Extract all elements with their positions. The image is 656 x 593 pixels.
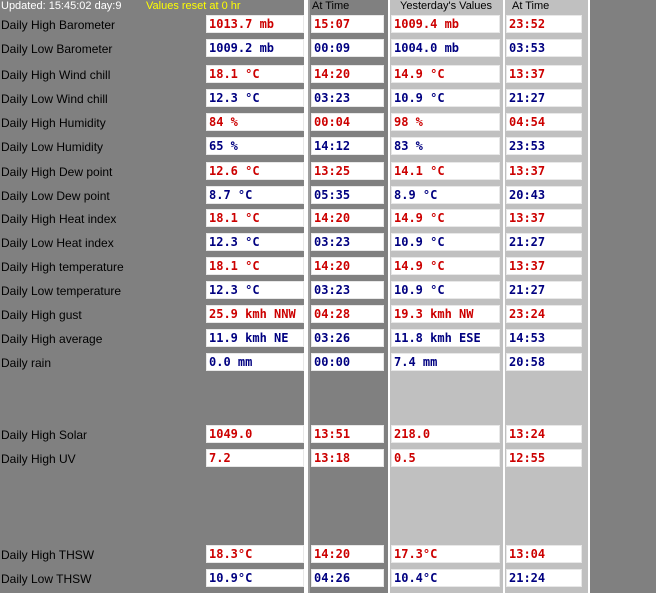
column-divider — [388, 0, 390, 593]
yesterday-time: 04:54 — [506, 113, 582, 131]
yesterday-time: 21:27 — [506, 281, 582, 299]
today-time: 03:26 — [311, 329, 384, 347]
updated-timestamp: Updated: 15:45:02 day:9 — [1, 0, 122, 12]
column-divider — [503, 0, 505, 593]
yesterday-value: 98 % — [391, 113, 500, 131]
yesterday-time: 13:37 — [506, 65, 582, 83]
today-time: 03:23 — [311, 281, 384, 299]
yesterday-value: 10.9 °C — [391, 89, 500, 107]
row-label: Daily Low Dew point — [1, 189, 110, 203]
today-time: 05:35 — [311, 186, 384, 204]
row-label: Daily High average — [1, 332, 103, 346]
today-value: 1009.2 mb — [206, 39, 304, 57]
yesterday-value: 14.9 °C — [391, 257, 500, 275]
today-value: 65 % — [206, 137, 304, 155]
row-label: Daily High Heat index — [1, 212, 117, 226]
today-value: 7.2 — [206, 449, 304, 467]
reset-note: Values reset at 0 hr — [146, 0, 241, 12]
today-value: 18.3°C — [206, 545, 304, 563]
today-value: 11.9 kmh NE — [206, 329, 304, 347]
at-time-header: At Time — [312, 0, 350, 12]
row-label: Daily High UV — [1, 452, 76, 466]
row-label: Daily Low temperature — [1, 284, 122, 298]
today-value: 10.9°C — [206, 569, 304, 587]
column-divider — [308, 0, 310, 593]
today-value: 84 % — [206, 113, 304, 131]
yesterday-value: 83 % — [391, 137, 500, 155]
yesterday-value: 10.4°C — [391, 569, 500, 587]
yesterday-value: 1004.0 mb — [391, 39, 500, 57]
row-label: Daily High gust — [1, 308, 82, 322]
row-label: Daily Low Barometer — [1, 42, 113, 56]
row-label: Daily Low Wind chill — [1, 92, 108, 106]
yesterday-value: 19.3 kmh NW — [391, 305, 500, 323]
yesterday-value: 1009.4 mb — [391, 15, 500, 33]
yesterday-time: 21:27 — [506, 89, 582, 107]
row-label: Daily Low THSW — [1, 572, 92, 586]
today-time: 04:26 — [311, 569, 384, 587]
today-value: 1049.0 — [206, 425, 304, 443]
row-label: Daily High Barometer — [1, 18, 116, 32]
yesterday-time: 13:04 — [506, 545, 582, 563]
yesterday-value: 8.9 °C — [391, 186, 500, 204]
today-time: 00:00 — [311, 353, 384, 371]
today-time: 00:04 — [311, 113, 384, 131]
today-time: 14:20 — [311, 257, 384, 275]
today-time: 03:23 — [311, 89, 384, 107]
yesterday-value: 14.9 °C — [391, 65, 500, 83]
yesterday-time: 12:55 — [506, 449, 582, 467]
today-value: 18.1 °C — [206, 209, 304, 227]
yesterday-time: 20:58 — [506, 353, 582, 371]
row-label: Daily High Humidity — [1, 116, 106, 130]
yesterday-value: 10.9 °C — [391, 233, 500, 251]
yesterday-time: 21:27 — [506, 233, 582, 251]
row-label: Daily High temperature — [1, 260, 124, 274]
row-label: Daily Low Heat index — [1, 236, 114, 250]
yesterday-at-time-header: At Time — [512, 0, 550, 12]
yesterday-values-header: Yesterday's Values — [400, 0, 492, 12]
yesterday-time: 23:52 — [506, 15, 582, 33]
today-time: 14:20 — [311, 545, 384, 563]
today-value: 1013.7 mb — [206, 15, 304, 33]
today-value: 8.7 °C — [206, 186, 304, 204]
yesterday-time: 13:24 — [506, 425, 582, 443]
today-value: 18.1 °C — [206, 257, 304, 275]
today-value: 18.1 °C — [206, 65, 304, 83]
today-value: 25.9 kmh NNW — [206, 305, 304, 323]
today-value: 12.3 °C — [206, 281, 304, 299]
today-time: 14:20 — [311, 65, 384, 83]
row-label: Daily High THSW — [1, 548, 95, 562]
yesterday-time: 20:43 — [506, 186, 582, 204]
yesterday-time: 23:53 — [506, 137, 582, 155]
yesterday-value: 17.3°C — [391, 545, 500, 563]
row-label: Daily High Wind chill — [1, 68, 111, 82]
yesterday-value: 14.9 °C — [391, 209, 500, 227]
yesterday-time: 13:37 — [506, 257, 582, 275]
today-time: 13:18 — [311, 449, 384, 467]
yesterday-time: 23:24 — [506, 305, 582, 323]
column-divider — [588, 0, 590, 593]
today-value: 0.0 mm — [206, 353, 304, 371]
today-time: 15:07 — [311, 15, 384, 33]
yesterday-time: 13:37 — [506, 162, 582, 180]
yesterday-value: 218.0 — [391, 425, 500, 443]
yesterday-value: 7.4 mm — [391, 353, 500, 371]
today-value: 12.6 °C — [206, 162, 304, 180]
yesterday-time: 13:37 — [506, 209, 582, 227]
today-time: 04:28 — [311, 305, 384, 323]
today-time: 03:23 — [311, 233, 384, 251]
today-time: 13:51 — [311, 425, 384, 443]
yesterday-time: 21:24 — [506, 569, 582, 587]
row-label: Daily Low Humidity — [1, 140, 104, 154]
yesterday-value: 14.1 °C — [391, 162, 500, 180]
today-time: 14:20 — [311, 209, 384, 227]
yesterday-value: 11.8 kmh ESE — [391, 329, 500, 347]
yesterday-value: 0.5 — [391, 449, 500, 467]
yesterday-time: 03:53 — [506, 39, 582, 57]
yesterday-time: 14:53 — [506, 329, 582, 347]
today-value: 12.3 °C — [206, 233, 304, 251]
row-label: Daily rain — [1, 356, 52, 370]
today-time: 00:09 — [311, 39, 384, 57]
row-label: Daily High Solar — [1, 428, 88, 442]
today-time: 13:25 — [311, 162, 384, 180]
today-value: 12.3 °C — [206, 89, 304, 107]
today-time: 14:12 — [311, 137, 384, 155]
yesterday-value: 10.9 °C — [391, 281, 500, 299]
row-label: Daily High Dew point — [1, 165, 113, 179]
